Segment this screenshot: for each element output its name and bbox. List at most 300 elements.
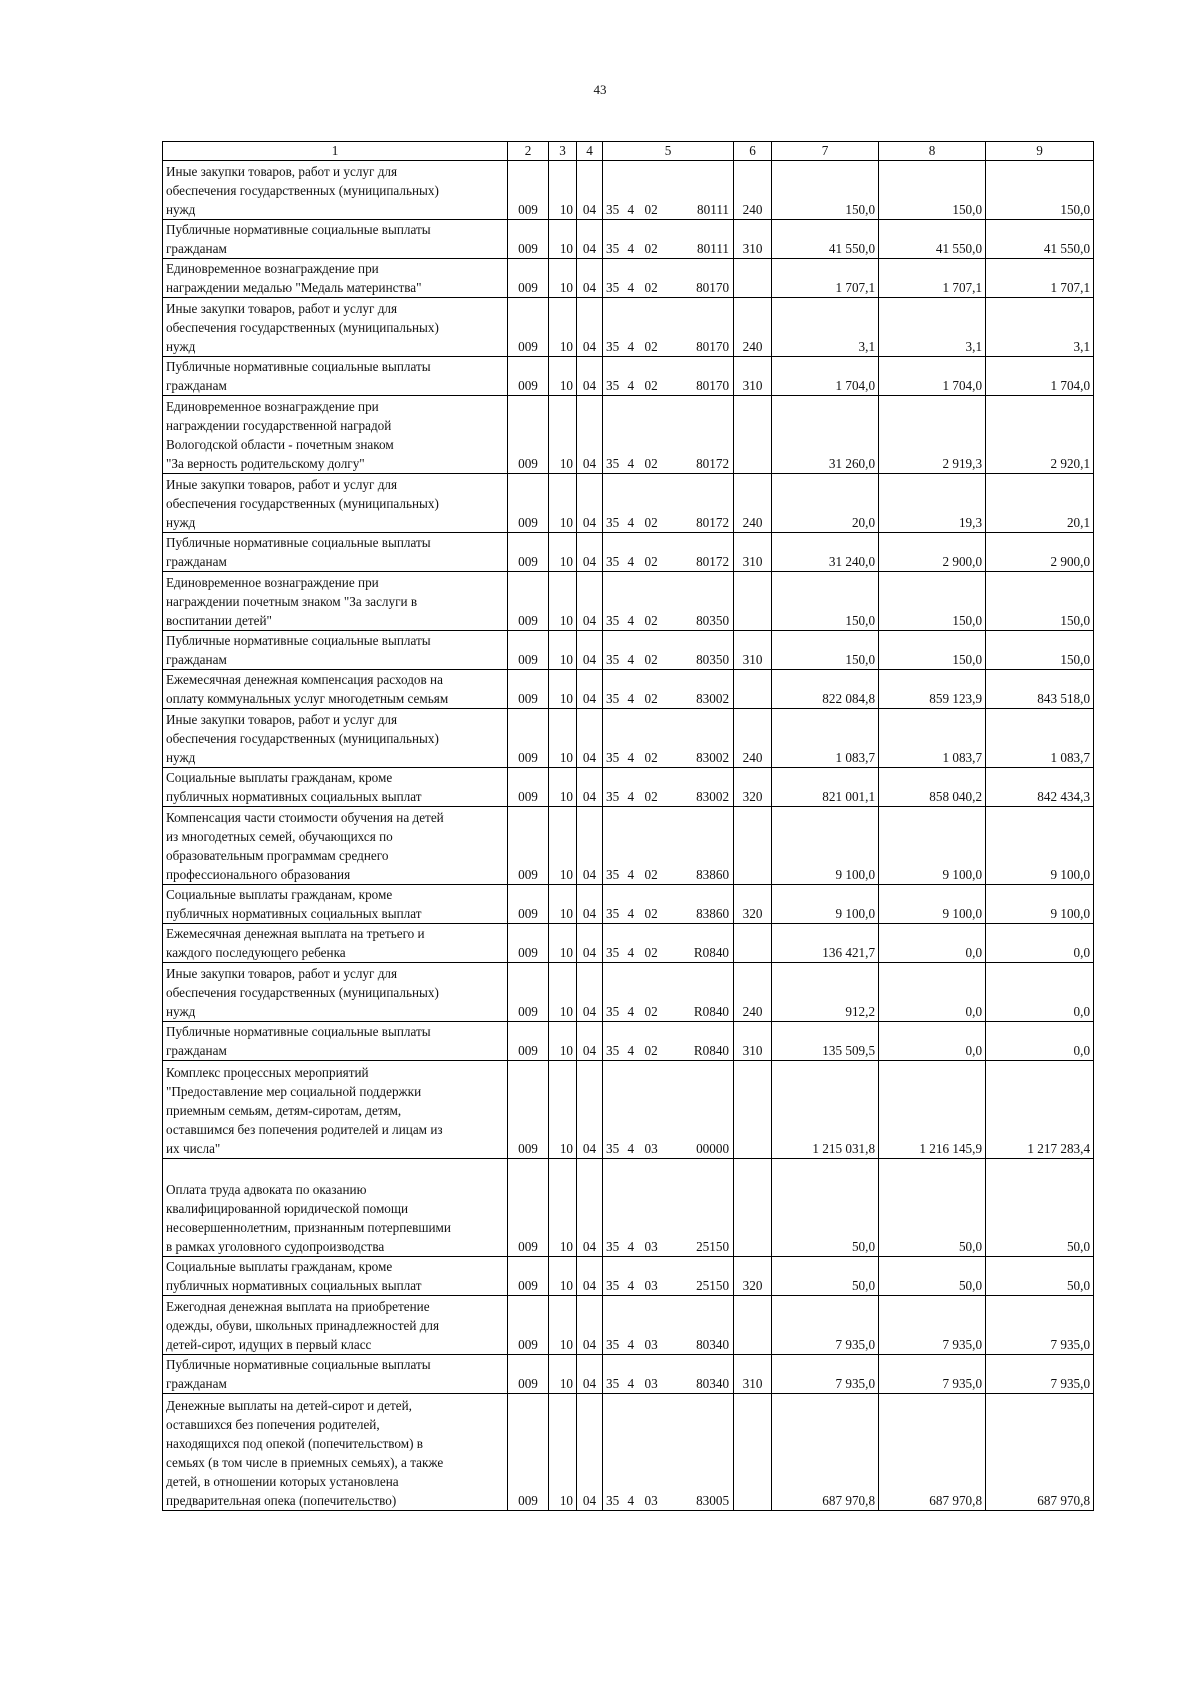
cell-target-program: 35 xyxy=(603,161,628,220)
cell-subsection-code: 04 xyxy=(577,161,603,220)
cell-subsection-code: 04 xyxy=(577,1394,603,1511)
cell-target-program: 35 xyxy=(603,396,628,474)
cell-amount-year-1: 150,0 xyxy=(772,572,879,631)
cell-amount-year-1: 41 550,0 xyxy=(772,220,879,259)
cell-target-direction: 80340 xyxy=(679,1355,734,1394)
cell-amount-year-3: 7 935,0 xyxy=(986,1355,1094,1394)
cell-target-direction: 80350 xyxy=(679,631,734,670)
cell-target-subprogram: 02 xyxy=(645,709,679,768)
cell-section-code: 10 xyxy=(549,357,577,396)
cell-amount-year-3: 0,0 xyxy=(986,963,1094,1022)
table-row xyxy=(163,885,1094,924)
cell-ministry-code: 009 xyxy=(508,1257,549,1296)
cell-target-program: 35 xyxy=(603,357,628,396)
cell-target-subprogram: 03 xyxy=(645,1355,679,1394)
cell-ministry-code: 009 xyxy=(508,631,549,670)
row-description: Публичные нормативные социальные выплаты гражданам xyxy=(163,220,508,259)
table-row xyxy=(163,1296,1094,1355)
table-row xyxy=(163,474,1094,533)
cell-target-type: 4 xyxy=(628,298,645,357)
table-row xyxy=(163,1022,1094,1061)
cell-section-code: 10 xyxy=(549,631,577,670)
cell-target-direction: 83002 xyxy=(679,768,734,807)
cell-subsection-code: 04 xyxy=(577,709,603,768)
cell-amount-year-1: 687 970,8 xyxy=(772,1394,879,1511)
row-description: Единовременное вознаграждение при награждении медалью "Медаль материнства" xyxy=(163,259,508,298)
cell-amount-year-2: 50,0 xyxy=(879,1159,986,1257)
row-description: Иные закупки товаров, работ и услуг для обеспечения государственных (муниципальных) нужд xyxy=(163,709,508,768)
row-description: Иные закупки товаров, работ и услуг для обеспечения государственных (муниципальных) нужд xyxy=(163,161,508,220)
cell-amount-year-2: 9 100,0 xyxy=(879,885,986,924)
table-row xyxy=(163,298,1094,357)
cell-section-code: 10 xyxy=(549,533,577,572)
cell-expense-type xyxy=(734,396,772,474)
cell-section-code: 10 xyxy=(549,298,577,357)
cell-amount-year-3: 3,1 xyxy=(986,298,1094,357)
cell-target-direction: R0840 xyxy=(679,924,734,963)
cell-amount-year-1: 7 935,0 xyxy=(772,1296,879,1355)
cell-target-subprogram: 02 xyxy=(645,396,679,474)
cell-amount-year-2: 150,0 xyxy=(879,631,986,670)
cell-expense-type xyxy=(734,1394,772,1511)
cell-amount-year-2: 0,0 xyxy=(879,1022,986,1061)
cell-ministry-code: 009 xyxy=(508,1296,549,1355)
cell-amount-year-2: 150,0 xyxy=(879,572,986,631)
cell-expense-type: 310 xyxy=(734,533,772,572)
column-header-8: 8 xyxy=(879,142,986,161)
cell-expense-type: 310 xyxy=(734,1022,772,1061)
cell-subsection-code: 04 xyxy=(577,1355,603,1394)
table-row xyxy=(163,709,1094,768)
cell-target-program: 35 xyxy=(603,533,628,572)
cell-target-program: 35 xyxy=(603,885,628,924)
cell-subsection-code: 04 xyxy=(577,220,603,259)
cell-target-direction: 80172 xyxy=(679,396,734,474)
cell-target-subprogram: 02 xyxy=(645,631,679,670)
cell-target-type: 4 xyxy=(628,1394,645,1511)
cell-target-direction: 83002 xyxy=(679,670,734,709)
cell-ministry-code: 009 xyxy=(508,1061,549,1159)
cell-amount-year-3: 150,0 xyxy=(986,161,1094,220)
cell-subsection-code: 04 xyxy=(577,885,603,924)
table-row xyxy=(163,533,1094,572)
cell-amount-year-3: 1 083,7 xyxy=(986,709,1094,768)
cell-section-code: 10 xyxy=(549,220,577,259)
cell-ministry-code: 009 xyxy=(508,670,549,709)
cell-section-code: 10 xyxy=(549,572,577,631)
cell-section-code: 10 xyxy=(549,1159,577,1257)
table-row xyxy=(163,1061,1094,1159)
column-header-1: 1 xyxy=(163,142,508,161)
cell-amount-year-2: 19,3 xyxy=(879,474,986,533)
cell-amount-year-1: 912,2 xyxy=(772,963,879,1022)
cell-amount-year-3: 9 100,0 xyxy=(986,807,1094,885)
cell-target-subprogram: 02 xyxy=(645,885,679,924)
row-description: Иные закупки товаров, работ и услуг для обеспечения государственных (муниципальных) нужд xyxy=(163,298,508,357)
cell-target-subprogram: 02 xyxy=(645,924,679,963)
column-header-7: 7 xyxy=(772,142,879,161)
cell-amount-year-3: 7 935,0 xyxy=(986,1296,1094,1355)
cell-expense-type xyxy=(734,1061,772,1159)
cell-target-type: 4 xyxy=(628,220,645,259)
cell-target-direction: 25150 xyxy=(679,1257,734,1296)
cell-ministry-code: 009 xyxy=(508,1022,549,1061)
cell-amount-year-3: 2 920,1 xyxy=(986,396,1094,474)
cell-section-code: 10 xyxy=(549,1296,577,1355)
cell-target-type: 4 xyxy=(628,807,645,885)
cell-target-program: 35 xyxy=(603,1257,628,1296)
cell-ministry-code: 009 xyxy=(508,474,549,533)
cell-target-program: 35 xyxy=(603,807,628,885)
cell-target-direction: 80170 xyxy=(679,259,734,298)
cell-ministry-code: 009 xyxy=(508,533,549,572)
cell-expense-type: 240 xyxy=(734,474,772,533)
table-row xyxy=(163,963,1094,1022)
cell-target-subprogram: 02 xyxy=(645,357,679,396)
cell-expense-type: 320 xyxy=(734,885,772,924)
cell-target-type: 4 xyxy=(628,259,645,298)
row-description: Ежегодная денежная выплата на приобретение одежды, обуви, школьных принадлежностей для детей-сирот, идущих в первый класс xyxy=(163,1296,508,1355)
cell-expense-type: 320 xyxy=(734,768,772,807)
cell-amount-year-2: 9 100,0 xyxy=(879,807,986,885)
cell-target-type: 4 xyxy=(628,670,645,709)
column-header-9: 9 xyxy=(986,142,1094,161)
cell-target-subprogram: 02 xyxy=(645,1022,679,1061)
cell-expense-type: 310 xyxy=(734,631,772,670)
cell-expense-type: 310 xyxy=(734,357,772,396)
cell-amount-year-1: 3,1 xyxy=(772,298,879,357)
cell-expense-type xyxy=(734,1159,772,1257)
cell-expense-type: 310 xyxy=(734,220,772,259)
cell-section-code: 10 xyxy=(549,161,577,220)
column-header-6: 6 xyxy=(734,142,772,161)
cell-subsection-code: 04 xyxy=(577,357,603,396)
row-description: Публичные нормативные социальные выплаты гражданам xyxy=(163,533,508,572)
cell-amount-year-3: 50,0 xyxy=(986,1257,1094,1296)
cell-section-code: 10 xyxy=(549,259,577,298)
cell-subsection-code: 04 xyxy=(577,1022,603,1061)
cell-target-subprogram: 03 xyxy=(645,1257,679,1296)
table-body xyxy=(163,161,1094,1511)
cell-subsection-code: 04 xyxy=(577,1296,603,1355)
cell-expense-type xyxy=(734,807,772,885)
row-description: Публичные нормативные социальные выплаты гражданам xyxy=(163,1022,508,1061)
cell-section-code: 10 xyxy=(549,709,577,768)
cell-ministry-code: 009 xyxy=(508,298,549,357)
cell-target-type: 4 xyxy=(628,572,645,631)
column-header-3: 3 xyxy=(549,142,577,161)
cell-amount-year-1: 150,0 xyxy=(772,161,879,220)
cell-amount-year-3: 843 518,0 xyxy=(986,670,1094,709)
cell-ministry-code: 009 xyxy=(508,1394,549,1511)
cell-subsection-code: 04 xyxy=(577,298,603,357)
row-description: Единовременное вознаграждение при награждении почетным знаком "За заслуги в воспитании детей" xyxy=(163,572,508,631)
cell-subsection-code: 04 xyxy=(577,1159,603,1257)
cell-target-direction: 83005 xyxy=(679,1394,734,1511)
cell-amount-year-3: 0,0 xyxy=(986,924,1094,963)
cell-subsection-code: 04 xyxy=(577,1061,603,1159)
cell-subsection-code: 04 xyxy=(577,259,603,298)
cell-target-direction: R0840 xyxy=(679,963,734,1022)
cell-amount-year-3: 1 704,0 xyxy=(986,357,1094,396)
cell-target-direction: 80350 xyxy=(679,572,734,631)
cell-target-direction: 83860 xyxy=(679,885,734,924)
cell-amount-year-1: 31 240,0 xyxy=(772,533,879,572)
row-description: Ежемесячная денежная компенсация расходов на оплату коммунальных услуг многодетным семьям xyxy=(163,670,508,709)
cell-target-program: 35 xyxy=(603,709,628,768)
table-row xyxy=(163,631,1094,670)
cell-amount-year-1: 822 084,8 xyxy=(772,670,879,709)
cell-ministry-code: 009 xyxy=(508,396,549,474)
cell-target-program: 35 xyxy=(603,259,628,298)
cell-target-type: 4 xyxy=(628,885,645,924)
cell-expense-type: 310 xyxy=(734,1355,772,1394)
cell-target-subprogram: 02 xyxy=(645,259,679,298)
row-description: Социальные выплаты гражданам, кроме публичных нормативных социальных выплат xyxy=(163,885,508,924)
cell-target-subprogram: 02 xyxy=(645,572,679,631)
cell-target-type: 4 xyxy=(628,631,645,670)
row-description: Компенсация части стоимости обучения на детей из многодетных семей, обучающихся по образовательным программам среднего профессионального образования xyxy=(163,807,508,885)
cell-target-type: 4 xyxy=(628,1296,645,1355)
row-description: Иные закупки товаров, работ и услуг для обеспечения государственных (муниципальных) нужд xyxy=(163,474,508,533)
cell-target-subprogram: 02 xyxy=(645,220,679,259)
cell-amount-year-2: 41 550,0 xyxy=(879,220,986,259)
cell-expense-type xyxy=(734,924,772,963)
cell-target-type: 4 xyxy=(628,1355,645,1394)
cell-target-direction: 80172 xyxy=(679,474,734,533)
cell-target-type: 4 xyxy=(628,963,645,1022)
cell-target-direction: 80340 xyxy=(679,1296,734,1355)
cell-expense-type: 320 xyxy=(734,1257,772,1296)
cell-target-subprogram: 03 xyxy=(645,1061,679,1159)
cell-amount-year-1: 9 100,0 xyxy=(772,807,879,885)
cell-section-code: 10 xyxy=(549,768,577,807)
cell-section-code: 10 xyxy=(549,924,577,963)
cell-target-direction: 80170 xyxy=(679,298,734,357)
table-row xyxy=(163,1159,1094,1257)
row-description: Социальные выплаты гражданам, кроме публичных нормативных социальных выплат xyxy=(163,768,508,807)
cell-subsection-code: 04 xyxy=(577,572,603,631)
cell-amount-year-3: 20,1 xyxy=(986,474,1094,533)
cell-section-code: 10 xyxy=(549,1355,577,1394)
cell-target-type: 4 xyxy=(628,768,645,807)
row-description: Денежные выплаты на детей-сирот и детей, оставшихся без попечения родителей, находящихся под опекой (попечительством) в семьях (в том числе в приемных семьях), а также детей, в отношении которых установлена предварительная опека (попечительство) xyxy=(163,1394,508,1511)
cell-amount-year-2: 1 083,7 xyxy=(879,709,986,768)
table-row xyxy=(163,572,1094,631)
cell-target-type: 4 xyxy=(628,533,645,572)
cell-ministry-code: 009 xyxy=(508,1159,549,1257)
cell-ministry-code: 009 xyxy=(508,161,549,220)
cell-target-type: 4 xyxy=(628,396,645,474)
cell-subsection-code: 04 xyxy=(577,807,603,885)
cell-target-direction: 80111 xyxy=(679,161,734,220)
cell-target-subprogram: 02 xyxy=(645,963,679,1022)
cell-amount-year-1: 1 083,7 xyxy=(772,709,879,768)
cell-amount-year-3: 687 970,8 xyxy=(986,1394,1094,1511)
cell-target-type: 4 xyxy=(628,1022,645,1061)
cell-target-program: 35 xyxy=(603,1296,628,1355)
cell-section-code: 10 xyxy=(549,474,577,533)
table-row xyxy=(163,396,1094,474)
cell-target-direction: 80170 xyxy=(679,357,734,396)
cell-target-type: 4 xyxy=(628,1159,645,1257)
row-description: Публичные нормативные социальные выплаты гражданам xyxy=(163,631,508,670)
cell-target-subprogram: 02 xyxy=(645,768,679,807)
cell-target-type: 4 xyxy=(628,357,645,396)
header-row xyxy=(163,142,1094,161)
cell-subsection-code: 04 xyxy=(577,396,603,474)
cell-target-program: 35 xyxy=(603,1355,628,1394)
cell-target-program: 35 xyxy=(603,1061,628,1159)
cell-target-direction: 25150 xyxy=(679,1159,734,1257)
cell-amount-year-2: 858 040,2 xyxy=(879,768,986,807)
cell-target-subprogram: 02 xyxy=(645,670,679,709)
cell-expense-type: 240 xyxy=(734,709,772,768)
cell-amount-year-2: 150,0 xyxy=(879,161,986,220)
cell-amount-year-2: 2 919,3 xyxy=(879,396,986,474)
cell-ministry-code: 009 xyxy=(508,768,549,807)
table-row xyxy=(163,220,1094,259)
cell-target-program: 35 xyxy=(603,670,628,709)
cell-target-program: 35 xyxy=(603,1159,628,1257)
cell-amount-year-1: 9 100,0 xyxy=(772,885,879,924)
cell-ministry-code: 009 xyxy=(508,220,549,259)
cell-target-program: 35 xyxy=(603,924,628,963)
cell-amount-year-2: 0,0 xyxy=(879,924,986,963)
cell-target-subprogram: 02 xyxy=(645,474,679,533)
table-row xyxy=(163,1257,1094,1296)
row-description: Ежемесячная денежная выплата на третьего и каждого последующего ребенка xyxy=(163,924,508,963)
cell-ministry-code: 009 xyxy=(508,357,549,396)
cell-amount-year-3: 2 900,0 xyxy=(986,533,1094,572)
cell-target-program: 35 xyxy=(603,220,628,259)
cell-amount-year-3: 1 217 283,4 xyxy=(986,1061,1094,1159)
cell-target-program: 35 xyxy=(603,1022,628,1061)
cell-section-code: 10 xyxy=(549,1061,577,1159)
cell-subsection-code: 04 xyxy=(577,1257,603,1296)
cell-section-code: 10 xyxy=(549,963,577,1022)
row-description: Иные закупки товаров, работ и услуг для обеспечения государственных (муниципальных) нужд xyxy=(163,963,508,1022)
cell-target-program: 35 xyxy=(603,298,628,357)
cell-target-type: 4 xyxy=(628,709,645,768)
cell-amount-year-1: 821 001,1 xyxy=(772,768,879,807)
cell-target-program: 35 xyxy=(603,1394,628,1511)
cell-amount-year-2: 50,0 xyxy=(879,1257,986,1296)
cell-amount-year-3: 150,0 xyxy=(986,572,1094,631)
cell-amount-year-2: 7 935,0 xyxy=(879,1296,986,1355)
cell-amount-year-2: 1 704,0 xyxy=(879,357,986,396)
cell-amount-year-2: 687 970,8 xyxy=(879,1394,986,1511)
table-row xyxy=(163,1394,1094,1511)
cell-amount-year-1: 31 260,0 xyxy=(772,396,879,474)
cell-ministry-code: 009 xyxy=(508,259,549,298)
cell-subsection-code: 04 xyxy=(577,768,603,807)
column-header-5: 5 xyxy=(603,142,734,161)
table-row xyxy=(163,1355,1094,1394)
table-row xyxy=(163,161,1094,220)
cell-amount-year-1: 50,0 xyxy=(772,1257,879,1296)
cell-expense-type xyxy=(734,259,772,298)
cell-subsection-code: 04 xyxy=(577,533,603,572)
cell-amount-year-1: 135 509,5 xyxy=(772,1022,879,1061)
cell-amount-year-1: 150,0 xyxy=(772,631,879,670)
cell-section-code: 10 xyxy=(549,670,577,709)
cell-target-type: 4 xyxy=(628,161,645,220)
cell-amount-year-2: 1 707,1 xyxy=(879,259,986,298)
cell-target-direction: 83860 xyxy=(679,807,734,885)
column-header-2: 2 xyxy=(508,142,549,161)
cell-expense-type xyxy=(734,670,772,709)
cell-section-code: 10 xyxy=(549,885,577,924)
cell-subsection-code: 04 xyxy=(577,963,603,1022)
cell-expense-type: 240 xyxy=(734,161,772,220)
cell-target-subprogram: 02 xyxy=(645,161,679,220)
cell-section-code: 10 xyxy=(549,1022,577,1061)
cell-target-direction: 80111 xyxy=(679,220,734,259)
cell-target-type: 4 xyxy=(628,924,645,963)
cell-amount-year-2: 1 216 145,9 xyxy=(879,1061,986,1159)
cell-target-type: 4 xyxy=(628,1061,645,1159)
cell-target-subprogram: 02 xyxy=(645,807,679,885)
cell-target-direction: 80172 xyxy=(679,533,734,572)
row-description: Публичные нормативные социальные выплаты гражданам xyxy=(163,357,508,396)
cell-subsection-code: 04 xyxy=(577,924,603,963)
row-description: Единовременное вознаграждение при награждении государственной наградой Вологодской области - почетным знаком "За верность родительскому долгу" xyxy=(163,396,508,474)
cell-amount-year-3: 1 707,1 xyxy=(986,259,1094,298)
cell-amount-year-1: 1 704,0 xyxy=(772,357,879,396)
table-row xyxy=(163,670,1094,709)
cell-expense-type: 240 xyxy=(734,298,772,357)
cell-expense-type xyxy=(734,1296,772,1355)
cell-target-type: 4 xyxy=(628,474,645,533)
cell-ministry-code: 009 xyxy=(508,709,549,768)
cell-amount-year-3: 150,0 xyxy=(986,631,1094,670)
cell-target-program: 35 xyxy=(603,572,628,631)
cell-ministry-code: 009 xyxy=(508,924,549,963)
table-row xyxy=(163,768,1094,807)
table-row xyxy=(163,259,1094,298)
cell-expense-type xyxy=(734,572,772,631)
table-row xyxy=(163,357,1094,396)
cell-ministry-code: 009 xyxy=(508,1355,549,1394)
cell-amount-year-3: 9 100,0 xyxy=(986,885,1094,924)
cell-target-subprogram: 03 xyxy=(645,1394,679,1511)
cell-target-type: 4 xyxy=(628,1257,645,1296)
cell-target-program: 35 xyxy=(603,474,628,533)
cell-subsection-code: 04 xyxy=(577,631,603,670)
cell-target-direction: 00000 xyxy=(679,1061,734,1159)
cell-amount-year-3: 0,0 xyxy=(986,1022,1094,1061)
cell-amount-year-1: 20,0 xyxy=(772,474,879,533)
cell-amount-year-1: 7 935,0 xyxy=(772,1355,879,1394)
cell-subsection-code: 04 xyxy=(577,474,603,533)
cell-target-subprogram: 02 xyxy=(645,298,679,357)
cell-target-direction: 83002 xyxy=(679,709,734,768)
cell-amount-year-3: 842 434,3 xyxy=(986,768,1094,807)
cell-amount-year-3: 41 550,0 xyxy=(986,220,1094,259)
cell-ministry-code: 009 xyxy=(508,572,549,631)
budget-table xyxy=(162,141,1094,1511)
row-description: Оплата труда адвоката по оказанию квалифицированной юридической помощи несовершеннолетним, признанным потерпевшими в рамках уголовного судопроизводства xyxy=(163,1159,508,1257)
cell-target-subprogram: 03 xyxy=(645,1296,679,1355)
cell-amount-year-1: 136 421,7 xyxy=(772,924,879,963)
row-description: Социальные выплаты гражданам, кроме публичных нормативных социальных выплат xyxy=(163,1257,508,1296)
cell-amount-year-2: 859 123,9 xyxy=(879,670,986,709)
cell-ministry-code: 009 xyxy=(508,807,549,885)
cell-section-code: 10 xyxy=(549,807,577,885)
page-number: 43 xyxy=(593,82,607,97)
cell-amount-year-1: 50,0 xyxy=(772,1159,879,1257)
